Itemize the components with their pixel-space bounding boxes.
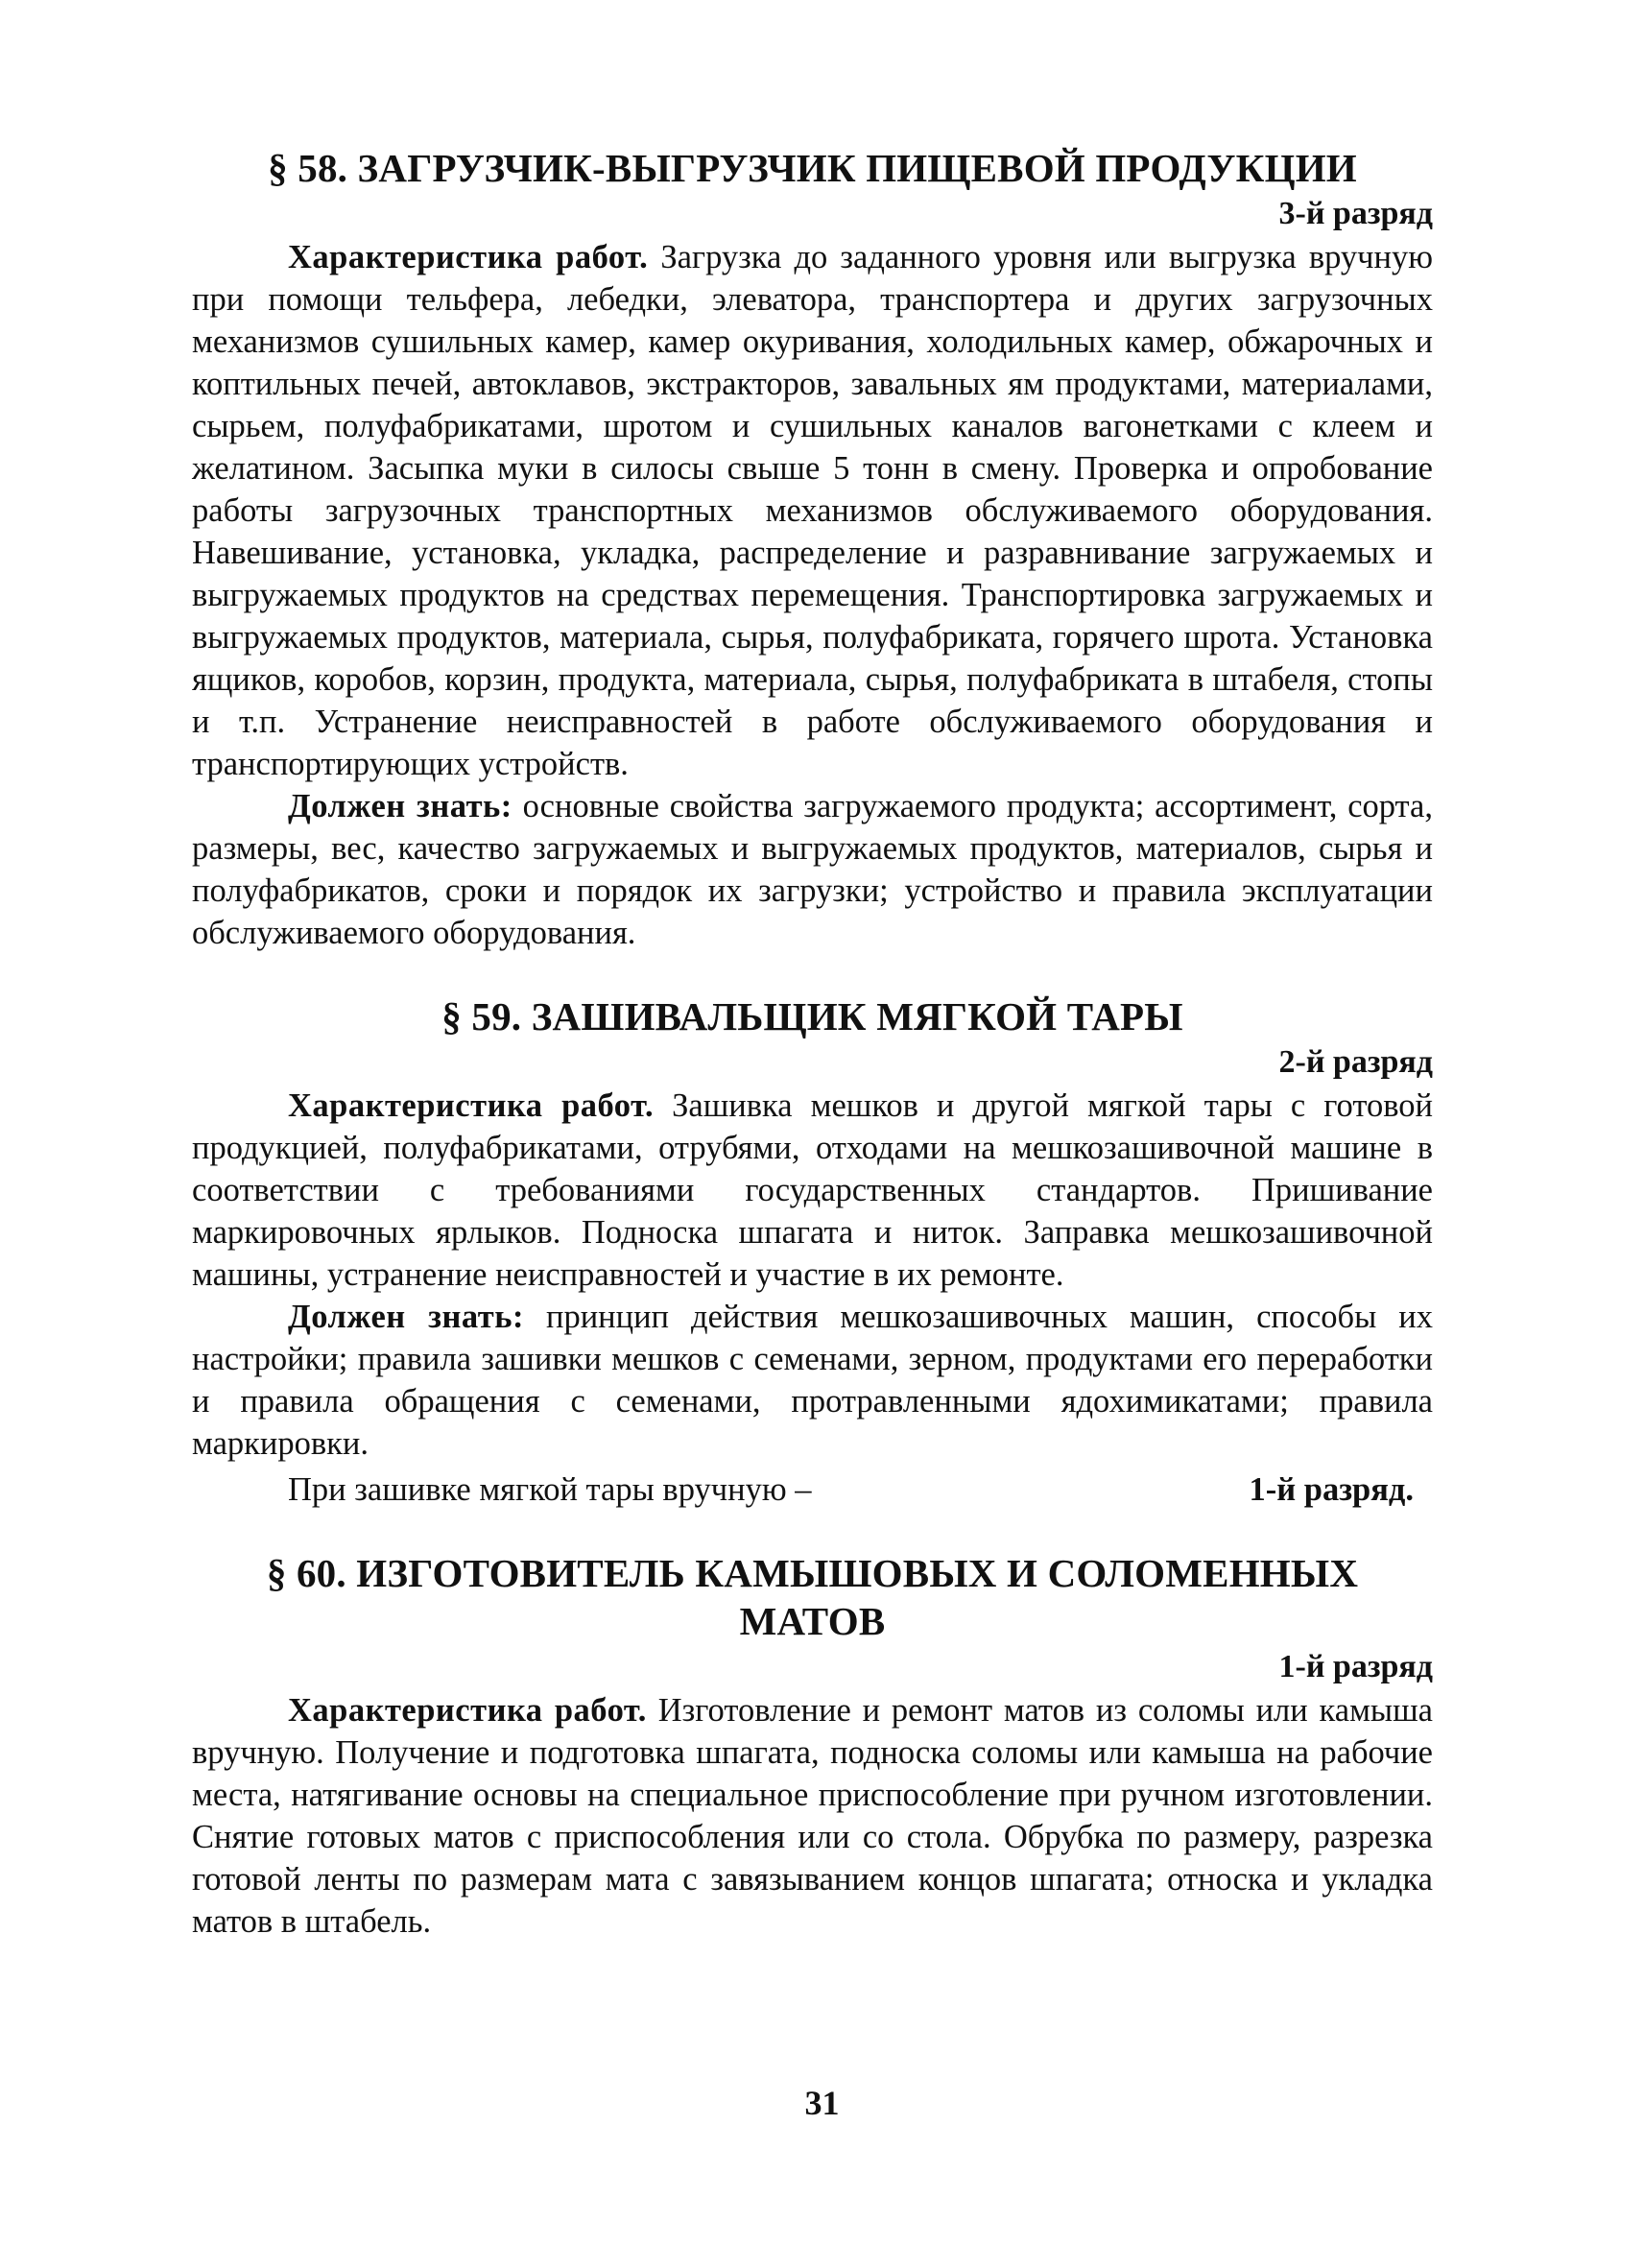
work-description	[192, 1689, 1433, 1943]
section-59	[192, 992, 1433, 1511]
required-knowledge	[192, 1296, 1433, 1465]
note-rank: 1-й разряд.	[1249, 1471, 1414, 1508]
rank-label: 3-й разряд	[1278, 196, 1433, 231]
required-knowledge-text: основные свойства загружаемого продукта; ассортимент, сорта, размеры, вес, качество загружаемых и выгружаемых продуктов, материалов, сырья и полуфабрикатов, сроки и порядок их загрузки; устройство и правила эксплуатации обслуживаемого оборудования.	[192, 788, 1433, 951]
work-description-label: Характеристика работ.	[288, 239, 649, 275]
section-heading: § 58. ЗАГРУЗЧИК-ВЫГРУЗЧИК ПИЩЕВОЙ ПРОДУКЦИИ	[268, 146, 1357, 190]
work-description-label: Характеристика работ.	[288, 1692, 647, 1729]
required-knowledge	[192, 785, 1433, 954]
page-number: 31	[804, 2084, 840, 2122]
required-knowledge-text: принцип действия мешкозашивочных машин, способы их настройки; правила зашивки мешков с семенами, зерном, продуктами его переработки и правила обращения с семенами, протравленными ядохимикатами; правила маркировки.	[192, 1299, 1433, 1462]
note-text: При зашивке мягкой тары вручную –	[288, 1471, 812, 1508]
work-description	[192, 1085, 1433, 1296]
required-knowledge-label: Должен знать:	[288, 1299, 524, 1335]
section-heading: § 59. ЗАШИВАЛЬЩИК МЯГКОЙ ТАРЫ	[441, 994, 1183, 1039]
work-description	[192, 236, 1433, 785]
required-knowledge-label: Должен знать:	[288, 788, 512, 824]
manual-work-note	[192, 1468, 1433, 1511]
rank-label: 1-й разряд	[1278, 1649, 1433, 1684]
work-description-text: Зашивка мешков и другой мягкой тары с готовой продукцией, полуфабрикатами, отрубями, отходами на мешкозашивочной машине в соответствии с требованиями государственных стандартов. Пришивание маркировочных ярлыков. Подноска шпагата и ниток. Заправка мешкозашивочной машины, устранение неисправностей и участие в их ремонте.	[192, 1087, 1433, 1293]
work-description-text: Загрузка до заданного уровня или выгрузка вручную при помощи тельфера, лебедки, элеватора, транспортера и других загрузочных механизмов сушильных камер, камер окуривания, холодильных камер, обжарочных и коптильных печей, автоклавов, экстракторов, завальных ям продуктами, материалами, сырьем, полуфабрикатами, шротом и сушильных каналов вагонетками с клеем и желатином. Засыпка муки в силосы свыше 5 тонн в смену. Проверка и опробование работы загрузочных транспортных механизмов обслуживаемого оборудования. Навешивание, установка, укладка, распределение и разравнивание загружаемых и выгружаемых продуктов на средствах перемещения. Транспортировка загружаемых и выгружаемых продуктов, материала, сырья, полуфабриката, горячего шрота. Установка ящиков, коробов, корзин, продукта, материала, сырья, полуфабриката в штабеля, стопы и т.п. Устранение неисправностей в работе обслуживаемого оборудования и транспортирующих устройств.	[192, 239, 1433, 782]
section-58	[192, 144, 1433, 954]
work-description-label: Характеристика работ.	[288, 1087, 655, 1124]
rank-label: 2-й разряд	[1278, 1044, 1433, 1080]
work-description-text: Изготовление и ремонт матов из соломы или камыша вручную. Получение и подготовка шпагата, подноска соломы или камыша на рабочие места, натягивание основы на специальное приспособление при ручном изготовлении. Снятие готовых матов с приспособления или со стола. Обрубка по размеру, разрезка готовой ленты по размерам мата с завязыванием концов шпагата; относка и укладка матов в штабель.	[192, 1692, 1433, 1940]
section-heading: § 60. ИЗГОТОВИТЕЛЬ КАМЫШОВЫХ И СОЛОМЕННЫХ МАТОВ	[266, 1551, 1359, 1643]
section-60	[192, 1549, 1433, 1943]
